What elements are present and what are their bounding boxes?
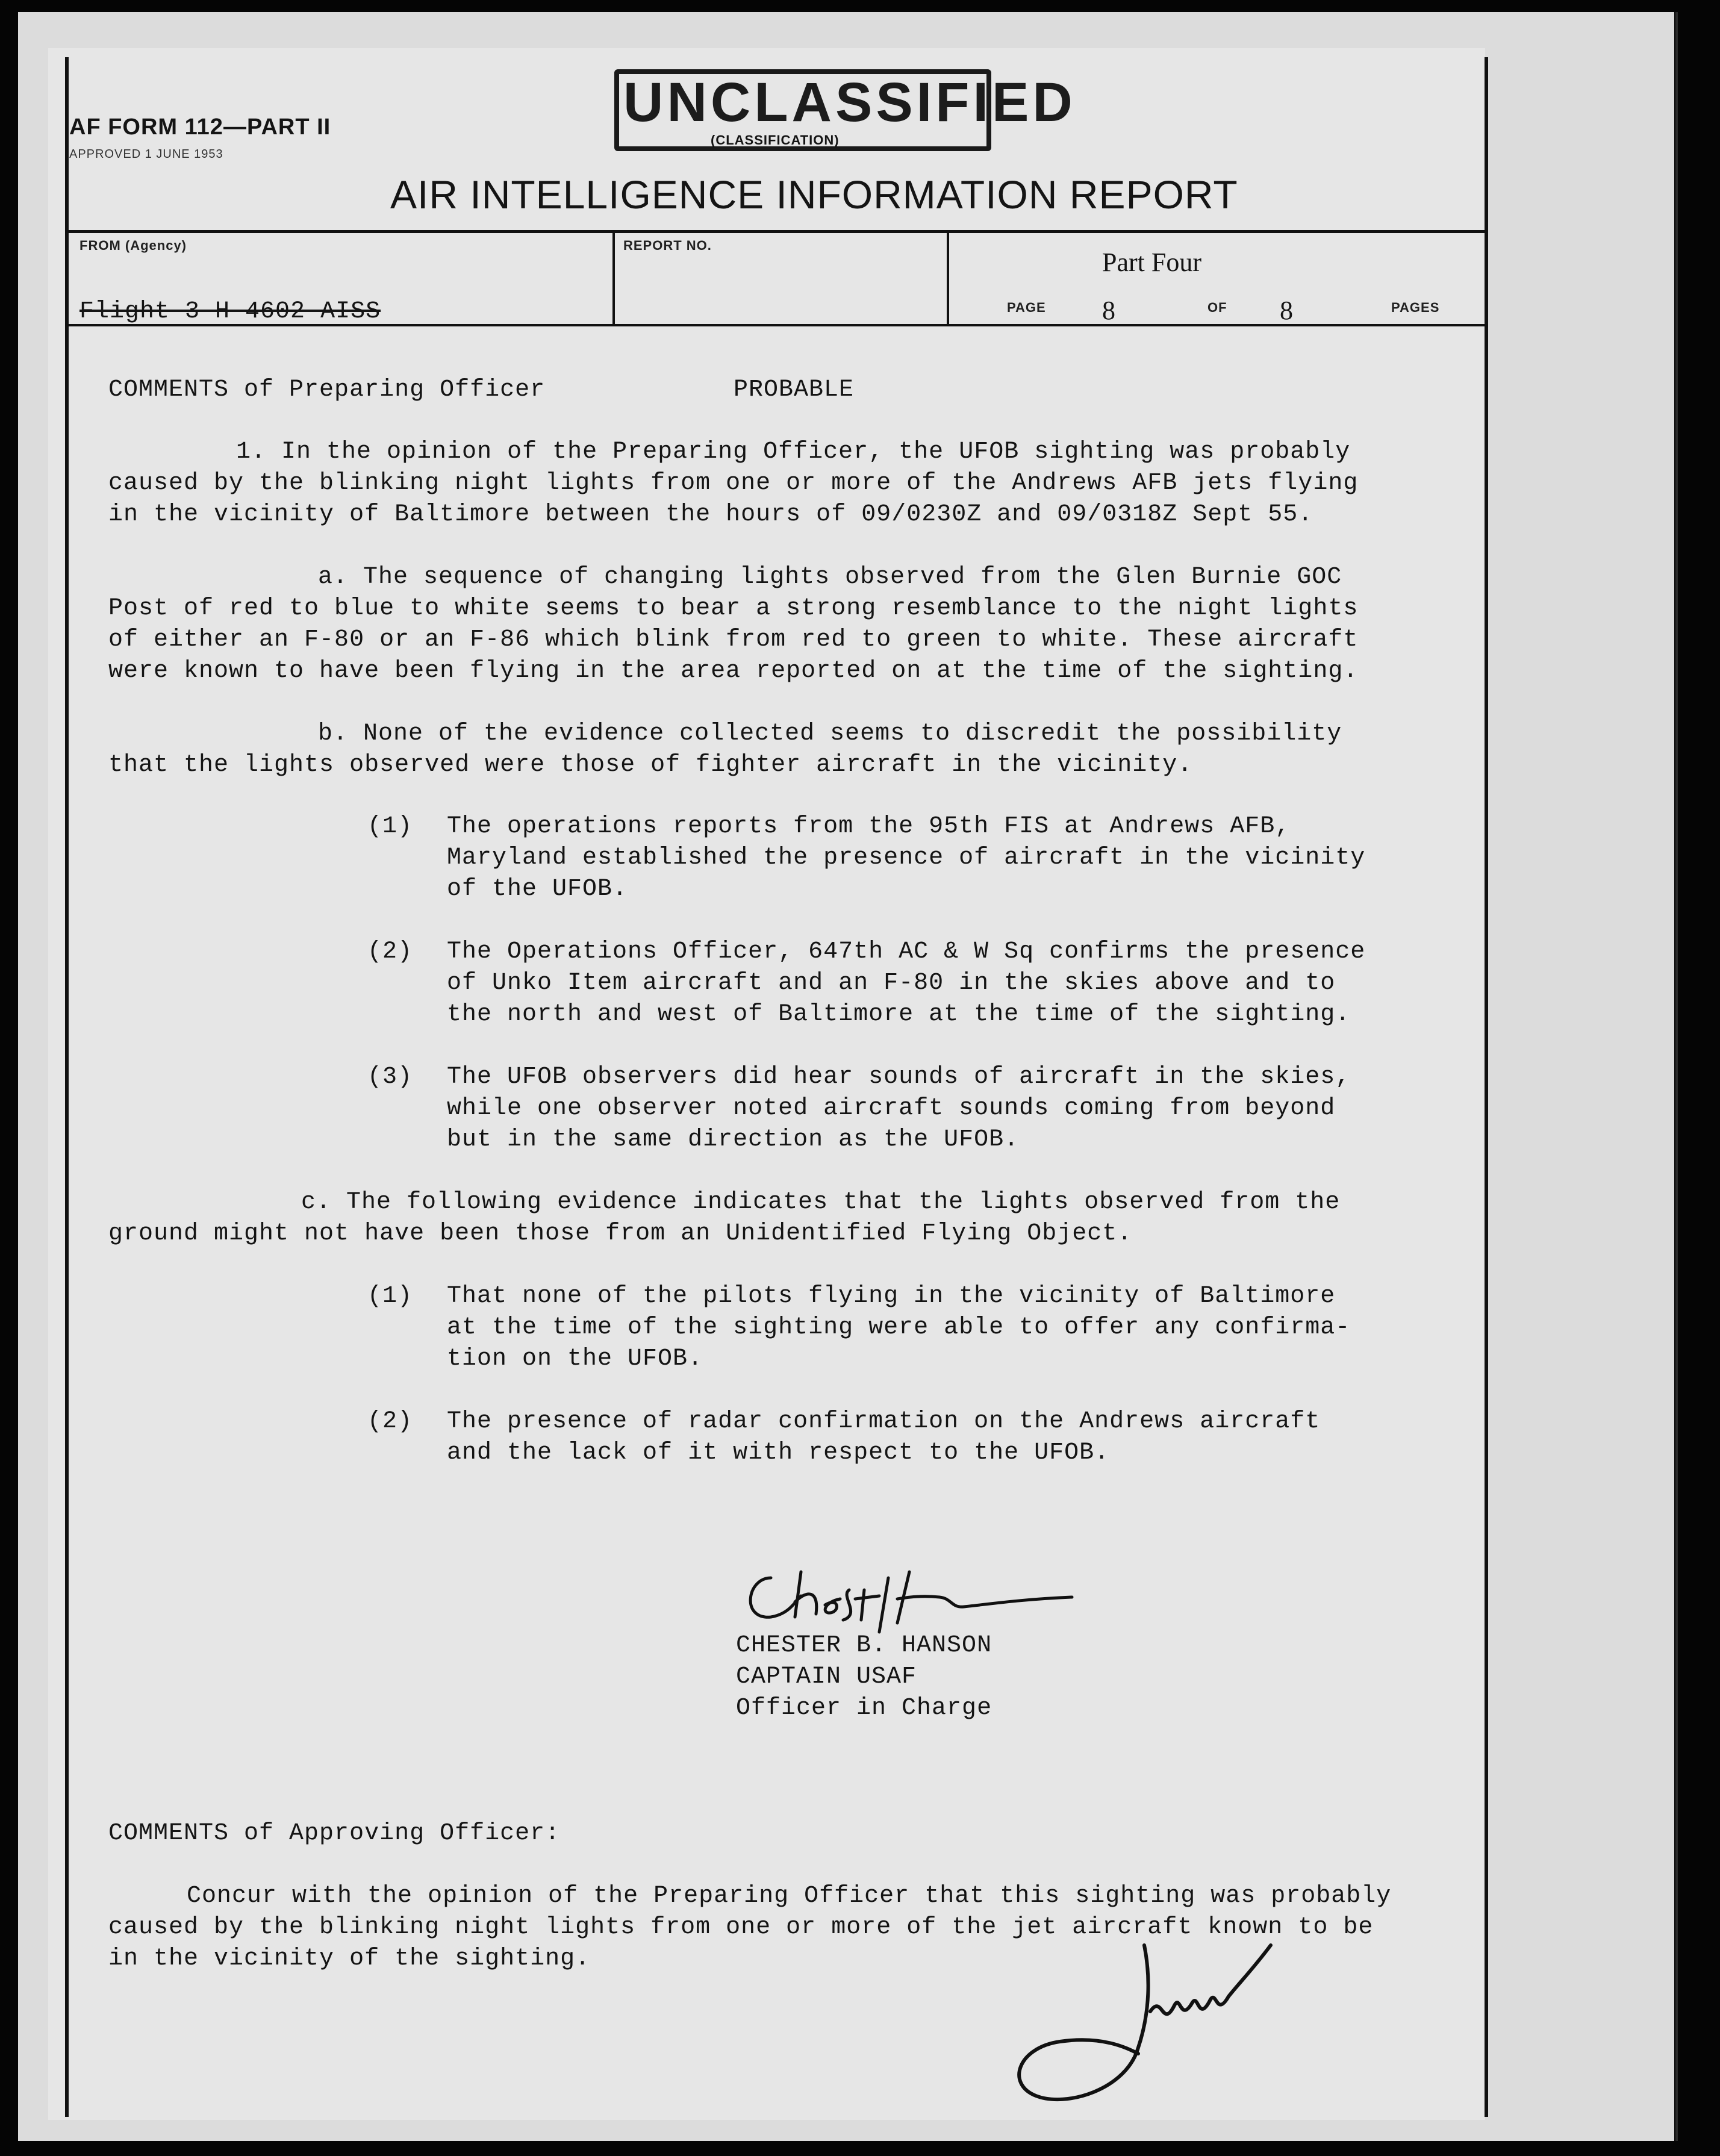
from-label: FROM (Agency) xyxy=(79,238,187,253)
approving-line-2: caused by the blinking night lights from one or more of the jet aircraft known to be xyxy=(108,1914,1374,1941)
page-number: 8 xyxy=(1102,296,1115,325)
c-item-2-line-2: and the lack of it with respect to the UFOB. xyxy=(447,1439,1110,1466)
approving-heading: COMMENTS of Approving Officer: xyxy=(108,1820,561,1847)
classification-stamp: UNCLASSIFIED xyxy=(623,72,1076,133)
para1-line-3: in the vicinity of Baltimore between the hours of 09/0230Z and 09/0318Z Sept 55. xyxy=(108,501,1313,528)
para-a-line-2: Post of red to blue to white seems to bear a strong resemblance to the night lights xyxy=(108,595,1359,622)
para-a-line-4: were known to have been flying in the area reported on at the time of the sighting. xyxy=(108,658,1359,685)
b-item-1-line-3: of the UFOB. xyxy=(447,876,628,903)
part-label: Part Four xyxy=(1102,248,1201,277)
b-item-1-line-2: Maryland established the presence of aircraft in the vicinity xyxy=(447,844,1366,871)
page-label: PAGE xyxy=(1007,300,1046,315)
pages-label: PAGES xyxy=(1391,300,1440,315)
from-value: Flight 3-H 4602 AISS xyxy=(79,298,381,325)
of-label: OF xyxy=(1207,300,1227,315)
sheet-right-border xyxy=(1675,12,1678,2141)
para-a-line-1: a. The sequence of changing lights observed from the Glen Burnie GOC xyxy=(318,564,1342,591)
para-a-line-3: of either an F-80 or an F-86 which blink from red to green to white. These aircraft xyxy=(108,626,1359,653)
approving-line-3: in the vicinity of the sighting. xyxy=(108,1945,591,1972)
header-top-rule xyxy=(65,230,1488,233)
b-item-2-line-2: of Unko Item aircraft and an F-80 in the skies above and to xyxy=(447,970,1336,997)
para1-line-1: 1. In the opinion of the Preparing Officer, the UFOB sighting was probably xyxy=(236,438,1351,466)
signer-title: Officer in Charge xyxy=(736,1695,992,1722)
b-item-2-line-3: the north and west of Baltimore at the time of the sighting. xyxy=(447,1001,1351,1028)
form-right-edge xyxy=(1485,57,1488,2117)
preparing-rating: PROBABLE xyxy=(734,376,855,403)
para1-line-2: caused by the blinking night lights from one or more of the Andrews AFB jets flying xyxy=(108,470,1359,497)
b-item-3-line-1: The UFOB observers did hear sounds of aircraft in the skies, xyxy=(447,1064,1351,1091)
c-item-1-number: (1) xyxy=(367,1283,413,1310)
report-no-label: REPORT NO. xyxy=(623,238,712,253)
signer-rank: CAPTAIN USAF xyxy=(736,1663,917,1690)
para-c-line-1: c. The following evidence indicates that the lights observed from the xyxy=(301,1189,1341,1216)
b-item-2-line-1: The Operations Officer, 647th AC & W Sq confirms the presence xyxy=(447,938,1366,965)
c-item-1-line-1: That none of the pilots flying in the vicinity of Baltimore xyxy=(447,1283,1336,1310)
approving-officer-signature xyxy=(1000,1933,1313,2120)
c-item-2-number: (2) xyxy=(367,1408,413,1435)
signer-name: CHESTER B. HANSON xyxy=(736,1632,992,1659)
approved-date: APPROVED 1 JUNE 1953 xyxy=(69,148,223,161)
c-item-2-line-1: The presence of radar confirmation on the Andrews aircraft xyxy=(447,1408,1321,1435)
header-divider-1 xyxy=(612,232,615,325)
b-item-3-line-3: but in the same direction as the UFOB. xyxy=(447,1126,1020,1153)
c-item-1-line-2: at the time of the sighting were able to offer any confirma- xyxy=(447,1314,1351,1341)
preparing-heading: COMMENTS of Preparing Officer xyxy=(108,376,546,403)
report-title: AIR INTELLIGENCE INFORMATION REPORT xyxy=(390,172,1238,217)
approving-line-1: Concur with the opinion of the Preparing Officer that this sighting was probably xyxy=(187,1883,1392,1910)
b-item-3-line-2: while one observer noted aircraft sounds coming from beyond xyxy=(447,1095,1336,1122)
form-left-edge xyxy=(65,57,69,2117)
b-item-3-number: (3) xyxy=(367,1064,413,1091)
header-divider-2 xyxy=(947,232,949,325)
preparing-officer-signature xyxy=(735,1554,1078,1638)
total-pages: 8 xyxy=(1280,296,1293,325)
b-item-1-number: (1) xyxy=(367,813,413,840)
para-c-line-2: ground might not have been those from an Unidentified Flying Object. xyxy=(108,1220,1133,1247)
para-b-line-1: b. None of the evidence collected seems to discredit the possibility xyxy=(318,720,1342,747)
classification-label: (CLASSIFICATION) xyxy=(711,132,840,148)
form-id: AF FORM 112—PART II xyxy=(69,114,331,140)
b-item-1-line-1: The operations reports from the 95th FIS at Andrews AFB, xyxy=(447,813,1291,840)
c-item-1-line-3: tion on the UFOB. xyxy=(447,1345,703,1372)
para-b-line-2: that the lights observed were those of fighter aircraft in the vicinity. xyxy=(108,752,1193,779)
b-item-2-number: (2) xyxy=(367,938,413,965)
